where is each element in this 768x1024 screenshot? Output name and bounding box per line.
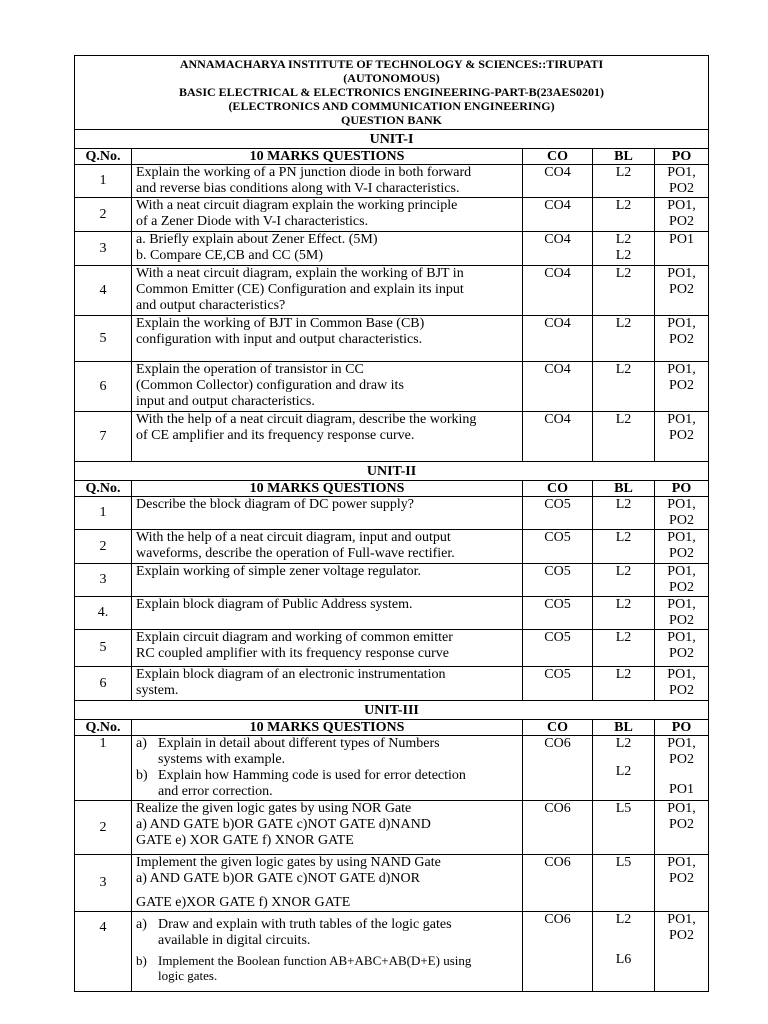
question-number: 2: [75, 801, 132, 855]
sub-question: [136, 768, 518, 800]
unit-title-row: [75, 462, 709, 481]
question-text: [132, 912, 523, 992]
program-outcome-value: PO2: [669, 214, 694, 229]
blooms-level: [593, 801, 655, 855]
program-outcome-value: PO1,: [667, 412, 696, 427]
program-outcome-value: PO2: [669, 513, 694, 528]
program-outcome-value: PO2: [669, 428, 694, 443]
sub-question-label: b): [136, 768, 148, 783]
blooms-level-value: L2: [615, 564, 632, 579]
program-outcome: [655, 165, 709, 198]
course-outcome: CO5: [523, 564, 593, 597]
program-outcome: [655, 266, 709, 316]
sub-question-body: [158, 917, 452, 949]
program-outcome-value: PO2: [669, 282, 694, 297]
question-number: 1: [75, 736, 132, 801]
question-text: [132, 530, 523, 564]
question-number: 3: [75, 232, 132, 266]
blooms-level: [593, 564, 655, 597]
department-name: (ELECTRONICS AND COMMUNICATION ENGINEERING): [228, 99, 555, 113]
program-outcome-value: PO1,: [667, 912, 696, 927]
questions-header: 10 MARKS QUESTIONS: [132, 720, 523, 736]
question-row: [75, 530, 709, 564]
po-header: PO: [655, 149, 709, 165]
po-header: PO: [655, 720, 709, 736]
blooms-level-value: L2: [615, 266, 632, 281]
program-outcome: [655, 232, 709, 266]
question-line: input and output characteristics.: [136, 394, 315, 409]
course-title: BASIC ELECTRICAL & ELECTRONICS ENGINEERING-PART-B(23AES0201): [179, 85, 604, 99]
question-line: RC coupled amplifier with its frequency response curve: [136, 646, 449, 661]
sub-question-line: Explain in detail about different types of Numbers: [158, 736, 440, 751]
question-row: [75, 855, 709, 912]
blooms-level: [593, 597, 655, 630]
sub-question-line: available in digital circuits.: [158, 933, 311, 948]
question-line: and output characteristics?: [136, 298, 286, 313]
question-row: [75, 198, 709, 232]
sub-question-label: b): [136, 953, 147, 968]
blooms-level: [593, 530, 655, 564]
question-line: Explain the operation of transistor in CC: [136, 362, 364, 377]
question-line: b. Compare CE,CB and CC (5M): [136, 248, 324, 263]
question-row: [75, 597, 709, 630]
sub-question-body: [158, 768, 466, 800]
sub-question-label: a): [136, 736, 147, 751]
question-text: [132, 801, 523, 855]
program-outcome-value: PO1,: [667, 855, 696, 870]
program-outcome-value: PO2: [669, 546, 694, 561]
question-text: [132, 266, 523, 316]
course-outcome: CO4: [523, 316, 593, 362]
program-outcome-value: PO1,: [667, 801, 696, 816]
program-outcome-value: PO1,: [667, 564, 696, 579]
question-line: Explain block diagram of Public Address system.: [136, 597, 413, 612]
course-outcome: CO4: [523, 232, 593, 266]
program-outcome-value: PO1,: [667, 667, 696, 682]
question-line: Explain the working of BJT in Common Base (CB): [136, 316, 425, 331]
question-line: With a neat circuit diagram explain the working principle: [136, 198, 458, 213]
blooms-level-value: L6: [615, 952, 632, 967]
question-line: Realize the given logic gates by using NOR Gate: [136, 801, 412, 816]
unit-title: UNIT-II: [75, 462, 709, 481]
document-title: QUESTION BANK: [340, 113, 443, 127]
question-number: 3: [75, 564, 132, 597]
question-text: [132, 855, 523, 912]
blooms-level-value: [597, 940, 650, 952]
qno-header: Q.No.: [75, 149, 132, 165]
blooms-level-value: L2: [615, 248, 632, 263]
question-line: Common Emitter (CE) Configuration and explain its input: [136, 282, 464, 297]
question-text: [132, 597, 523, 630]
institute-name: ANNAMACHARYA INSTITUTE OF TECHNOLOGY & SCIENCES::TIRUPATI: [179, 57, 604, 71]
sub-question: [136, 736, 518, 768]
question-line: (Common Collector) configuration and draw its: [136, 378, 404, 393]
question-text: [132, 165, 523, 198]
blooms-level: [593, 497, 655, 530]
program-outcome-value: PO2: [669, 817, 694, 832]
blooms-level: [593, 736, 655, 801]
question-line: system.: [136, 683, 179, 698]
blooms-level-value: L2: [615, 198, 632, 213]
question-line: Explain block diagram of an electronic instrumentation: [136, 667, 446, 682]
program-outcome: [655, 564, 709, 597]
blooms-level-value: [597, 752, 650, 764]
blooms-level-value: L2: [615, 912, 632, 927]
question-number: 7: [75, 412, 132, 462]
blooms-level-value: L2: [615, 530, 632, 545]
course-outcome: CO4: [523, 266, 593, 316]
question-line: waveforms, describe the operation of Full-wave rectifier.: [136, 546, 455, 561]
question-row: [75, 736, 709, 801]
blooms-level-value: L2: [615, 630, 632, 645]
question-number: 4: [75, 912, 132, 992]
question-number: 6: [75, 667, 132, 701]
blooms-level-value: L2: [615, 667, 632, 682]
blooms-level-value: L2: [615, 316, 632, 331]
blooms-level: [593, 912, 655, 992]
program-outcome-value: PO1,: [667, 736, 696, 751]
program-outcome: [655, 801, 709, 855]
co-header: CO: [523, 149, 593, 165]
question-bank-table: [74, 55, 709, 992]
document-header: [75, 56, 709, 130]
program-outcome-value: PO2: [669, 378, 694, 393]
question-number: 1: [75, 165, 132, 198]
course-outcome: CO6: [523, 801, 593, 855]
unit-title-row: [75, 701, 709, 720]
sub-question-label: a): [136, 917, 147, 932]
blooms-level: [593, 266, 655, 316]
questions-header: 10 MARKS QUESTIONS: [132, 481, 523, 497]
program-outcome-value: PO1,: [667, 198, 696, 213]
blooms-level-value: L2: [615, 736, 632, 751]
blooms-level-value: L2: [615, 165, 632, 180]
program-outcome: [655, 597, 709, 630]
blooms-level: [593, 316, 655, 362]
question-row: [75, 316, 709, 362]
sub-question-line: Explain how Hamming code is used for error detection: [158, 768, 466, 783]
question-number: 2: [75, 530, 132, 564]
blooms-level-value: [597, 928, 650, 940]
program-outcome-value: PO2: [669, 613, 694, 628]
question-text: [132, 667, 523, 701]
question-text: [132, 316, 523, 362]
course-outcome: CO4: [523, 198, 593, 232]
program-outcome-value: PO1,: [667, 165, 696, 180]
program-outcome-value: PO1,: [667, 630, 696, 645]
program-outcome-value: PO2: [669, 683, 694, 698]
program-outcome-value: PO1: [669, 782, 694, 797]
questions-header: 10 MARKS QUESTIONS: [132, 149, 523, 165]
bl-header: BL: [593, 149, 655, 165]
program-outcome: [655, 362, 709, 412]
question-line: Implement the given logic gates by using NAND Gate: [136, 855, 441, 870]
question-row: [75, 667, 709, 701]
course-outcome: CO6: [523, 855, 593, 912]
question-text: [132, 497, 523, 530]
question-line: GATE e)XOR GATE f) XNOR GATE: [136, 895, 351, 910]
program-outcome-value: PO1,: [667, 530, 696, 545]
qno-header: Q.No.: [75, 720, 132, 736]
blooms-level-value: L2: [615, 412, 632, 427]
question-bank: [74, 55, 708, 992]
blooms-level-value: L2: [615, 232, 632, 247]
question-row: [75, 912, 709, 992]
program-outcome: [655, 497, 709, 530]
column-header-row: [75, 481, 709, 497]
program-outcome: [655, 912, 709, 992]
program-outcome-value: [659, 768, 704, 782]
program-outcome-value: PO1,: [667, 266, 696, 281]
course-outcome: CO4: [523, 165, 593, 198]
question-line: Describe the block diagram of DC power supply?: [136, 497, 414, 512]
question-number: 6: [75, 362, 132, 412]
program-outcome-value: PO2: [669, 871, 694, 886]
blooms-level: [593, 198, 655, 232]
sub-question-line: logic gates.: [158, 968, 218, 983]
bl-header: BL: [593, 720, 655, 736]
question-text: [132, 564, 523, 597]
autonomous-label: (AUTONOMOUS): [343, 71, 440, 85]
question-line: With a neat circuit diagram, explain the working of BJT in: [136, 266, 464, 281]
qno-header: Q.No.: [75, 481, 132, 497]
unit-title: UNIT-I: [75, 130, 709, 149]
blooms-level-value: L2: [615, 497, 632, 512]
co-header: CO: [523, 720, 593, 736]
question-row: [75, 630, 709, 667]
program-outcome-value: PO1,: [667, 362, 696, 377]
course-outcome: CO5: [523, 597, 593, 630]
question-row: [75, 266, 709, 316]
question-line: a) AND GATE b)OR GATE c)NOT GATE d)NOR: [136, 871, 420, 886]
question-number: 5: [75, 630, 132, 667]
blooms-level: [593, 667, 655, 701]
program-outcome-value: PO2: [669, 580, 694, 595]
question-row: [75, 232, 709, 266]
blooms-level-value: L5: [615, 855, 632, 870]
program-outcome-value: PO1,: [667, 316, 696, 331]
question-line: of CE amplifier and its frequency response curve.: [136, 428, 415, 443]
question-number: 4: [75, 266, 132, 316]
program-outcome-value: PO1,: [667, 497, 696, 512]
program-outcome: [655, 736, 709, 801]
program-outcome: [655, 198, 709, 232]
program-outcome-value: PO2: [669, 928, 694, 943]
question-line: GATE e) XOR GATE f) XNOR GATE: [136, 833, 354, 848]
sub-question-body: [158, 736, 440, 768]
bl-header: BL: [593, 481, 655, 497]
question-line: of a Zener Diode with V-I characteristics.: [136, 214, 369, 229]
program-outcome-value: PO1: [669, 232, 694, 247]
co-header: CO: [523, 481, 593, 497]
question-row: [75, 362, 709, 412]
blooms-level: [593, 412, 655, 462]
program-outcome: [655, 530, 709, 564]
sub-question-line: Implement the Boolean function AB+ABC+AB(D+E) using: [158, 953, 472, 968]
program-outcome-value: PO2: [669, 752, 694, 767]
sub-question-line: and error correction.: [158, 784, 273, 799]
header-cell: [75, 56, 709, 130]
course-outcome: CO5: [523, 667, 593, 701]
question-number: 3: [75, 855, 132, 912]
blooms-level: [593, 855, 655, 912]
question-number: 2: [75, 198, 132, 232]
sub-question: [136, 917, 518, 949]
program-outcome: [655, 667, 709, 701]
program-outcome-value: PO2: [669, 646, 694, 661]
course-outcome: CO6: [523, 736, 593, 801]
program-outcome-value: PO1,: [667, 597, 696, 612]
course-outcome: CO5: [523, 497, 593, 530]
question-line: and reverse bias conditions along with V-I characteristics.: [136, 181, 460, 196]
question-number: 1: [75, 497, 132, 530]
question-line: With the help of a neat circuit diagram, describe the working: [136, 412, 477, 427]
course-outcome: CO5: [523, 630, 593, 667]
question-line: Explain the working of a PN junction diode in both forward: [136, 165, 472, 180]
blooms-level-value: L2: [615, 597, 632, 612]
question-line: [136, 887, 518, 895]
program-outcome: [655, 316, 709, 362]
sub-question-line: systems with example.: [158, 752, 286, 767]
blooms-level: [593, 232, 655, 266]
question-number: 4.: [75, 597, 132, 630]
program-outcome-value: PO2: [669, 332, 694, 347]
blooms-level-value: L2: [615, 764, 632, 779]
column-header-row: [75, 720, 709, 736]
question-row: [75, 564, 709, 597]
program-outcome: [655, 630, 709, 667]
course-outcome: CO4: [523, 362, 593, 412]
po-header: PO: [655, 481, 709, 497]
question-line: Explain circuit diagram and working of common emitter: [136, 630, 453, 645]
blooms-level: [593, 630, 655, 667]
course-outcome: CO5: [523, 530, 593, 564]
question-text: [132, 198, 523, 232]
program-outcome: [655, 855, 709, 912]
question-text: [132, 362, 523, 412]
blooms-level-value: L2: [615, 362, 632, 377]
blooms-level-value: L5: [615, 801, 632, 816]
question-line: configuration with input and output characteristics.: [136, 332, 423, 347]
course-outcome: CO6: [523, 912, 593, 992]
question-text: [132, 232, 523, 266]
question-row: [75, 165, 709, 198]
question-line: Explain working of simple zener voltage regulator.: [136, 564, 421, 579]
blooms-level: [593, 362, 655, 412]
question-row: [75, 412, 709, 462]
question-text: [132, 736, 523, 801]
question-line: a. Briefly explain about Zener Effect. (5M): [136, 232, 378, 247]
question-line: a) AND GATE b)OR GATE c)NOT GATE d)NAND: [136, 817, 431, 832]
program-outcome-value: PO2: [669, 181, 694, 196]
question-number: 5: [75, 316, 132, 362]
unit-title-row: [75, 130, 709, 149]
program-outcome: [655, 412, 709, 462]
column-header-row: [75, 149, 709, 165]
question-row: [75, 497, 709, 530]
blooms-level: [593, 165, 655, 198]
sub-question: [136, 953, 518, 983]
sub-question-body: [158, 953, 471, 983]
course-outcome: CO4: [523, 412, 593, 462]
sub-question-line: Draw and explain with truth tables of the logic gates: [158, 917, 452, 932]
question-line: With the help of a neat circuit diagram, input and output: [136, 530, 451, 545]
question-text: [132, 412, 523, 462]
question-row: [75, 801, 709, 855]
question-text: [132, 630, 523, 667]
unit-title: UNIT-III: [75, 701, 709, 720]
